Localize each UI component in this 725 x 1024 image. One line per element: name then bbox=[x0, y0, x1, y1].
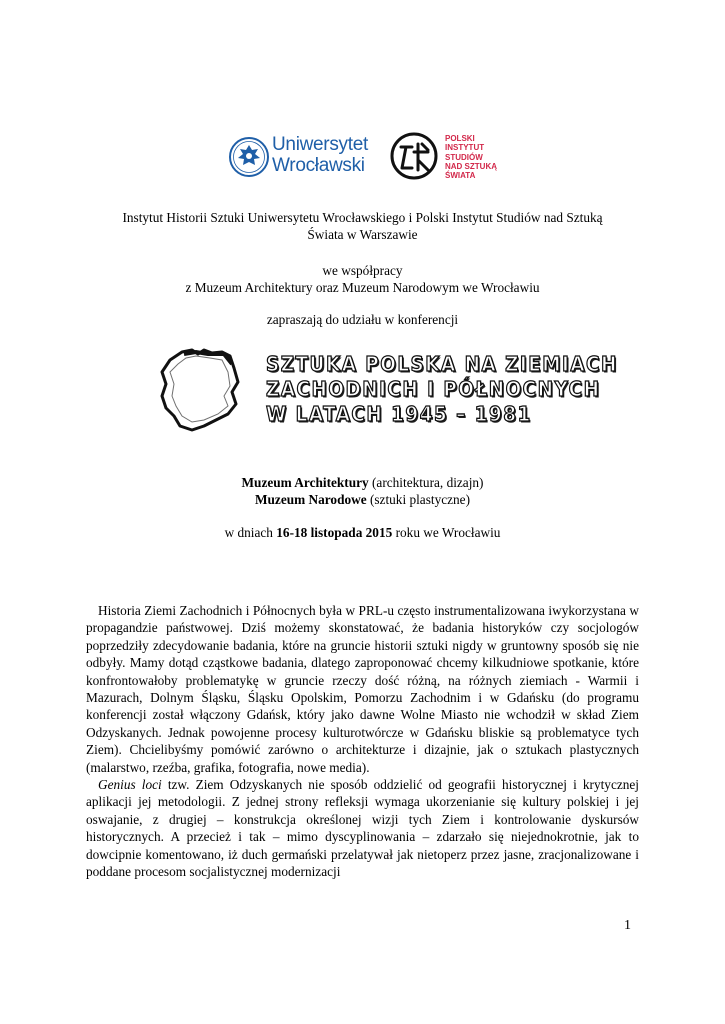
dates-range: 16-18 listopada 2015 bbox=[276, 525, 393, 540]
poland-map-icon bbox=[152, 344, 248, 436]
dates-suffix: roku we Wrocławiu bbox=[392, 525, 501, 540]
venue2-note: (sztuki plastyczne) bbox=[366, 492, 471, 507]
cooperation-line1: we współpracy bbox=[322, 263, 403, 278]
conference-banner bbox=[152, 344, 618, 434]
banner-line2: ZACHODNICH I PÓŁNOCNYCH bbox=[266, 377, 601, 401]
paragraph-2-rest: tzw. Ziem Odzyskanych nie sposób oddzielić od geografii historycznej i krytycznej aplikacji jej metodologii. Z jednej strony refleksji wymaga ukorzenianie się kultury polskiej i jej oswajanie, z drugiej – konstrukcja określonej wizji tych Ziem i kontrolowanie dyskursów historycznych. A przecież i tak – mimo dyscyplinowania – zdarzało się niejednokrotnie, jak to dowcipnie komentowano, iż duch germański przelatywał jak nietoperz przez jasne, zracjonalizowane i poddane procesom socjalistycznej modernizacji bbox=[86, 777, 639, 880]
body-text bbox=[86, 602, 639, 881]
venue2-name: Muzeum Narodowe bbox=[254, 492, 367, 507]
uwr-crest-icon bbox=[228, 132, 272, 182]
venue2 bbox=[60, 491, 665, 508]
organizers bbox=[60, 209, 665, 243]
venue1-name: Muzeum Architektury bbox=[241, 475, 369, 490]
genius-loci-term: Genius loci bbox=[98, 777, 162, 793]
dates-prefix: w dniach bbox=[224, 525, 277, 540]
banner-line1: SZTUKA POLSKA NA ZIEMIACH bbox=[266, 352, 618, 376]
pis-logo-line5: ŚWIATA bbox=[445, 171, 476, 181]
pis-logo-line1: POLSKI bbox=[445, 134, 475, 143]
page-number: 1 bbox=[624, 918, 631, 933]
pis-logo-line2: INSTYTUT bbox=[445, 143, 485, 153]
conference-dates bbox=[60, 524, 665, 541]
cooperation bbox=[60, 262, 665, 296]
pis-logo bbox=[388, 130, 508, 186]
pis-logo-line3: STUDIÓW bbox=[445, 152, 483, 162]
cooperation-line2: z Muzeum Architektury oraz Muzeum Narodowym we Wrocławiu bbox=[185, 280, 540, 295]
venues bbox=[60, 474, 665, 508]
pis-logo-line4: NAD SZTUKĄ bbox=[445, 161, 497, 171]
banner-title bbox=[266, 352, 618, 427]
uwr-logo-line2: Wrocławski bbox=[272, 155, 365, 176]
paragraph-2 bbox=[86, 776, 639, 880]
uwr-logo-line1: Uniwersytet bbox=[272, 134, 368, 155]
paragraph-1: Historia Ziemi Zachodnich i Północnych była w PRL-u często instrumentalizowana iwykorzystana w propagandzie państwowej. Dziś możemy skonstatować, że badania historyków czy socjologów poprzedziły zdecydowanie badania, które na gruncie historii sztuki nigdy w gruntowny sposób się nie odbyły. Mamy dotąd cząstkowe badania, dlatego zaproponować chcemy kilkudniowe spotkanie, które konfrontowałoby problematykę w gruncie rzeczy dość różną, na różnych ziemiach - Warmii i Mazurach, Dolnym Śląsku, Śląsku Opolskim, Pomorzu Zachodnim i w Gdańsku (do programu konferencji został włączony Gdańsk, który jako dawne Wolne Miasto nie wchodził w skład Ziem Odzyskanych. Jednak powojenne procesy kulturotwórcze w Gdańsku bliskie są problematyce tych Ziem). Chcielibyśmy pomówić zarówno o architekturze i dizajnie, jak o sztukach plastycznych (malarstwo, rzeźba, grafika, fotografia, nowe media). bbox=[86, 603, 639, 775]
organizers-line2: Świata w Warszawie bbox=[307, 227, 418, 242]
organizers-line1: Instytut Historii Sztuki Uniwersytetu Wrocławskiego i Polski Instytut Studiów nad Sztuką bbox=[122, 210, 603, 225]
banner-line3: W LATACH 1945 – 1981 bbox=[266, 402, 532, 426]
pis-mark-icon bbox=[388, 130, 440, 182]
venue1 bbox=[60, 474, 665, 491]
invite-line: zapraszają do udziału w konferencji bbox=[266, 312, 459, 327]
venue1-note: (architektura, dizajn) bbox=[368, 475, 484, 490]
uwr-logo bbox=[228, 128, 368, 184]
